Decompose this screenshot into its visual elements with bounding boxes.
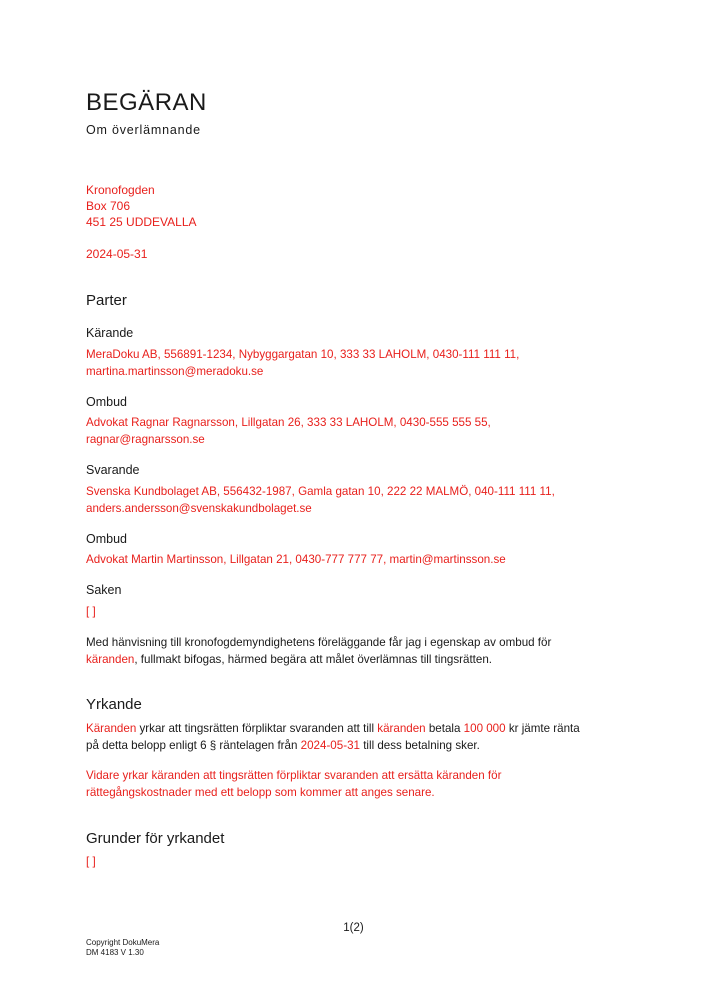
recipient-name: Kronofogden [86,183,155,197]
claim-heading: Yrkande [86,696,142,713]
claim-paragraph-1 [86,720,626,754]
claim-p2-line-2: rättegångskostnader med ett belopp som kommer att anges senare. [86,786,435,799]
claim-interest-date: 2024-05-31 [300,739,360,752]
claim-amount: 100 000 [463,722,506,735]
plaintiff-counsel-details [86,414,626,448]
defendant-counsel-label: Ombud [86,532,127,546]
recipient-box: Box 706 [86,199,131,213]
recipient-city: 451 25 UDDEVALLA [86,215,197,229]
page-number: 1(2) [343,922,364,934]
case-label: Saken [86,583,122,597]
claim-p1-text-d: på detta belopp enligt 6 § räntelagen från [86,739,301,752]
footer [86,938,159,958]
claim-p2-line-1: Vidare yrkar käranden att tingsrätten förpliktar svaranden att ersätta käranden för [86,769,502,782]
reference-line-2 [86,651,626,668]
defendant-line-2: anders.andersson@svenskakundbolaget.se [86,502,312,515]
defendant-line-1: Svenska Kundbolaget AB, 556432-1987, Gamla gatan 10, 222 22 MALMÖ, 040-111 111 11, [86,485,555,498]
claim-p1-text-c: kr jämte ränta [505,722,580,735]
plaintiff-counsel-line-2: ragnar@ragnarsson.se [86,433,205,446]
reference-plaintiff-term: käranden [86,653,135,666]
plaintiff-label: Kärande [86,326,134,340]
document-subtitle: Om överlämnande [86,123,201,137]
case-placeholder: [ ] [86,605,96,618]
claim-plaintiff-term-2: käranden [377,722,426,735]
recipient-address [86,182,197,230]
claim-p1-text-a: yrkar att tingsrätten förpliktar svaranden att till [136,722,378,735]
grounds-placeholder: [ ] [86,855,96,868]
defendant-details [86,483,626,517]
claim-p1-text-e: till dess betalning sker. [359,739,480,752]
claim-p1-line-1 [86,720,626,737]
defendant-label: Svarande [86,463,140,477]
reference-paragraph [86,634,626,668]
document-date: 2024-05-31 [86,247,148,261]
plaintiff-counsel-label: Ombud [86,395,127,409]
document-title: BEGÄRAN [86,89,207,116]
footer-doc-id: DM 4183 V 1.30 [86,948,144,957]
plaintiff-line-2: martina.martinsson@meradoku.se [86,365,264,378]
reference-line-2-rest: , fullmakt bifogas, härmed begära att målet överlämnas till tingsrätten. [134,653,493,666]
claim-paragraph-2 [86,767,626,801]
plaintiff-details [86,346,626,380]
claim-p1-line-2 [86,737,626,754]
parties-heading: Parter [86,292,127,309]
claim-plaintiff-term-1: Käranden [86,722,137,735]
claim-p1-text-b: betala [425,722,464,735]
defendant-counsel-details: Advokat Martin Martinsson, Lillgatan 21, 0430-777 777 77, martin@martinsson.se [86,553,506,566]
plaintiff-counsel-line-1: Advokat Ragnar Ragnarsson, Lillgatan 26, 333 33 LAHOLM, 0430-555 555 55, [86,416,491,429]
footer-copyright: Copyright DokuMera [86,938,160,947]
grounds-heading: Grunder för yrkandet [86,830,225,847]
plaintiff-line-1: MeraDoku AB, 556891-1234, Nybyggargatan 10, 333 33 LAHOLM, 0430-111 111 11, [86,348,520,361]
reference-line-1: Med hänvisning till kronofogdemyndighetens föreläggande får jag i egenskap av ombud för [86,636,552,649]
